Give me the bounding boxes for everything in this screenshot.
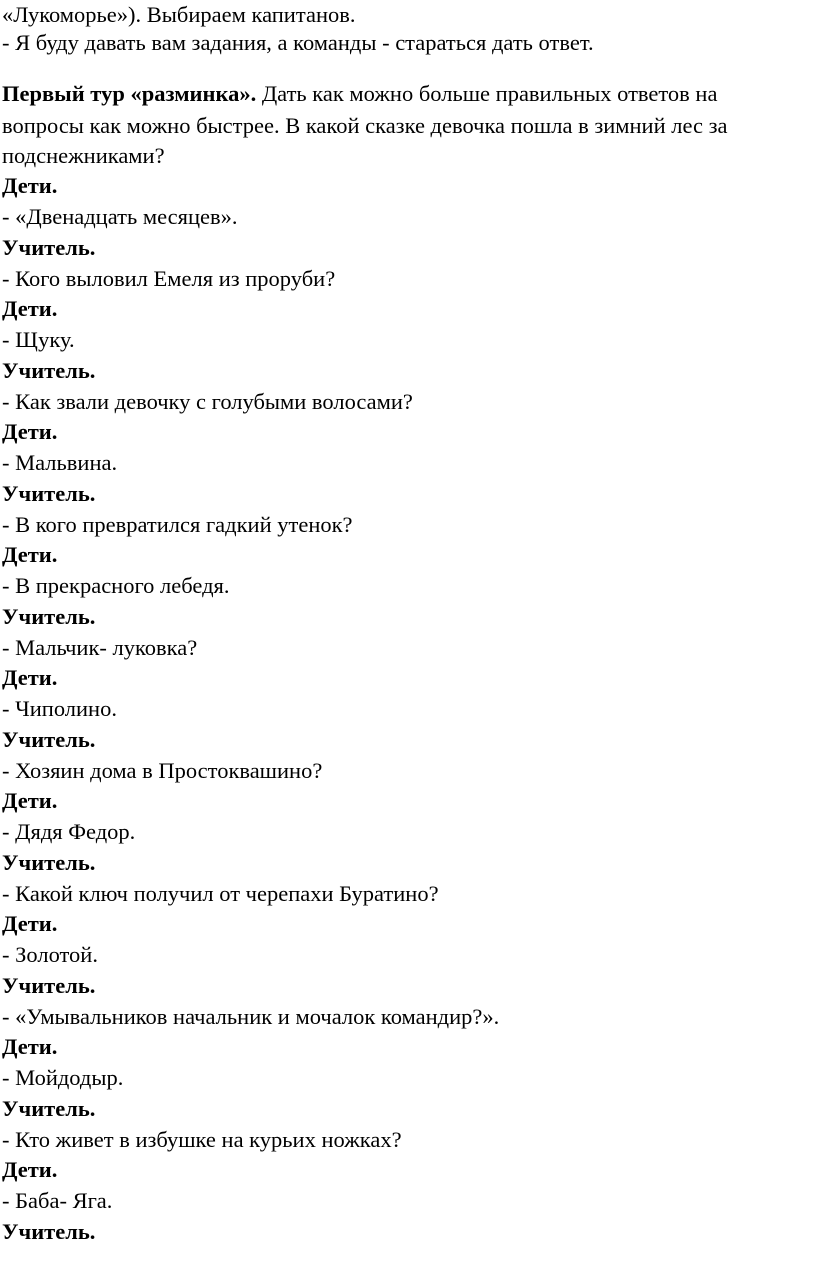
speaker-label: Дети. [2,419,58,444]
speech-line: - Чиполино. [2,696,117,721]
speaker-label: Дети. [2,1034,58,1059]
round-heading: Первый тур «разминка». [2,81,257,106]
speaker-label: Учитель. [2,604,96,629]
speaker-label: Дети. [2,911,58,936]
speaker-label: Учитель. [2,850,96,875]
speech-line: - Мойдодыр. [2,1065,124,1090]
speaker-label: Дети. [2,296,58,321]
speaker-label: Учитель. [2,481,96,506]
speech-line: - «Умывальников начальник и мочалок командир?». [2,1004,500,1029]
round-text-part-2: вопросы как можно быстрее. В какой сказке девочка пошла в зимний лес за [2,113,728,138]
speech-line: - В прекрасного лебедя. [2,573,230,598]
speaker-label: Учитель. [2,1096,96,1121]
speech-line: - Золотой. [2,942,98,967]
round-text-part-3: подснежниками? [2,143,165,168]
speech-line: - Щуку. [2,327,75,352]
speaker-label: Дети. [2,542,58,567]
speech-line: - В кого превратился гадкий утенок? [2,512,353,537]
speaker-label: Дети. [2,1157,58,1182]
speech-line: - Кто живет в избушке на курьих ножках? [2,1127,402,1152]
speaker-label: Учитель. [2,727,96,752]
speech-line: - Хозяин дома в Простоквашино? [2,758,323,783]
speaker-label: Учитель. [2,973,96,998]
speech-line: - Дядя Федор. [2,819,136,844]
speaker-label: Дети. [2,788,58,813]
speech-line: - Как звали девочку с голубыми волосами? [2,389,413,414]
speech-line: - «Двенадцать месяцев». [2,204,238,229]
speech-line: - Мальвина. [2,450,118,475]
intro-line-1: «Лукоморье»). Выбираем капитанов. [2,2,356,27]
speech-line: - Какой ключ получил от черепахи Буратино? [2,881,439,906]
speech-line: - Кого выловил Емеля из проруби? [2,266,336,291]
speaker-label: Учитель. [2,1219,96,1244]
speaker-label: Дети. [2,665,58,690]
speech-line: - Баба- Яга. [2,1188,113,1213]
round-heading-line [2,79,717,109]
speaker-label: Учитель. [2,235,96,260]
intro-line-2: - Я буду давать вам задания, а команды - стараться дать ответ. [2,30,594,55]
speech-line: - Мальчик- луковка? [2,635,198,660]
speaker-label: Дети. [2,173,58,198]
round-text-part-1: Дать как можно больше правильных ответов на [256,81,718,106]
speaker-label: Учитель. [2,358,96,383]
